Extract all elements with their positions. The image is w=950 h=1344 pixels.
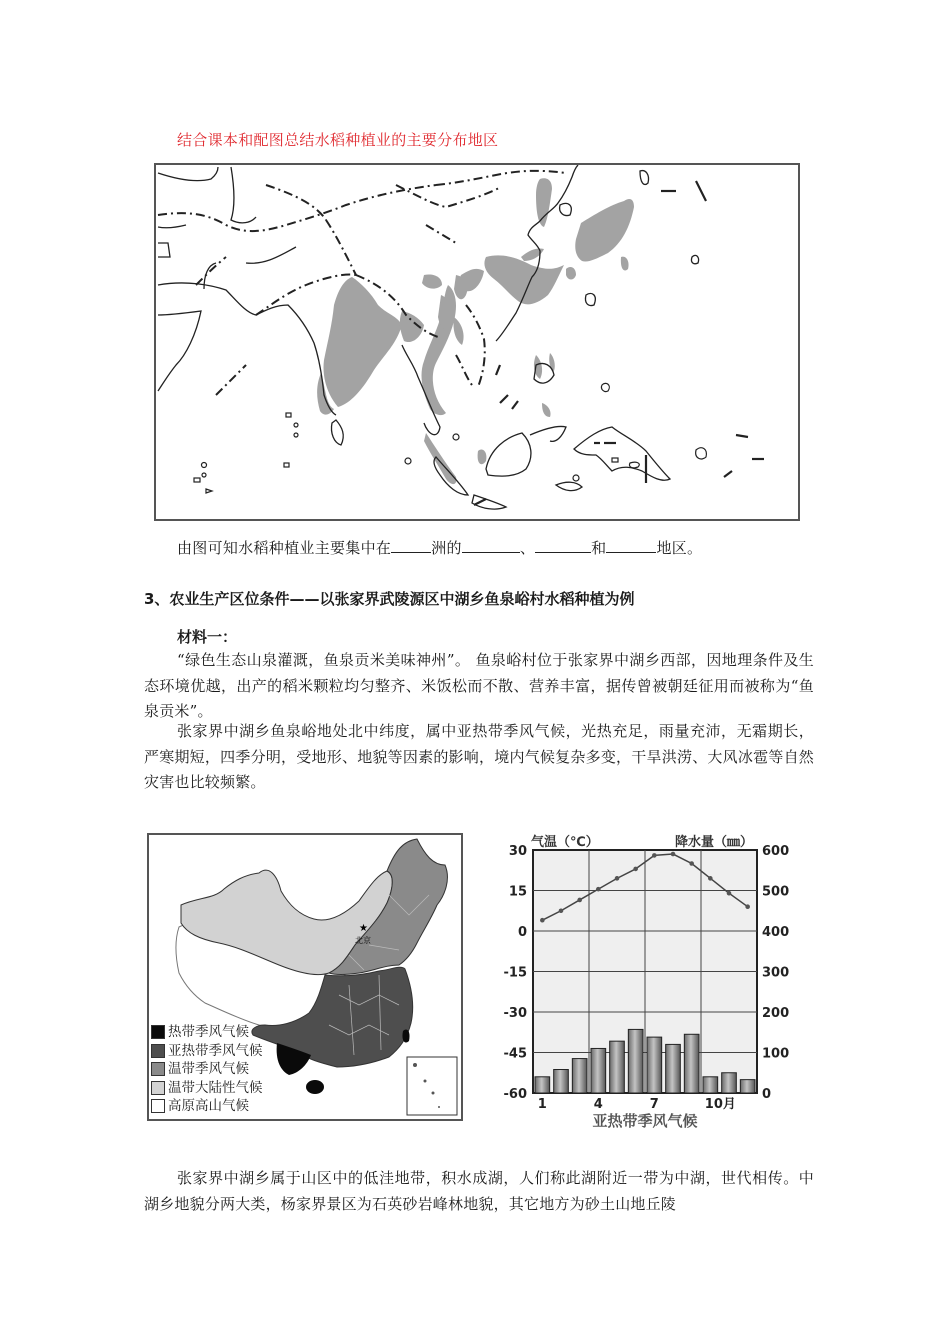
svg-text:-60: -60: [503, 1087, 527, 1102]
paragraph: 张家界中湖乡鱼泉峪地处北中纬度，属中亚热带季风气候，光热充足，雨量充沛，无霜期长，严寒期短，四季分明，受地形、地貌等因素的影响，境内气候复杂多变，干旱洪涝、大风冰雹等自然灾害也比较频繁。: [144, 722, 814, 791]
legend-label: 温带大陆性气候: [168, 1079, 263, 1096]
asia-map-graphic: [156, 165, 798, 519]
temperature-axis-title: 气温（℃）: [531, 835, 599, 850]
rice-area-shapes: [317, 178, 634, 484]
svg-text:30: 30: [508, 844, 527, 859]
legend-label: 温带季风气候: [168, 1061, 249, 1077]
legend-swatch: [151, 1081, 165, 1095]
question-text: 洲的: [431, 539, 462, 557]
material-heading: 材料一：: [177, 628, 238, 646]
beijing-label: 北京: [355, 936, 371, 945]
svg-text:0: 0: [517, 925, 527, 940]
svg-text:-45: -45: [503, 1046, 527, 1062]
paragraph: 张家界中湖乡属于山区中的低洼地带，积水成湖，人们称此湖附近一带为中湖，世代相传。中湖乡地貌分两大类，杨家界景区为石英砂岩峰林地貌，其它地方为砂土山地丘陵: [144, 1169, 814, 1213]
precipitation-axis-title: 降水量（㎜）: [675, 835, 754, 850]
legend-item-temperate-monsoon: [151, 1060, 263, 1079]
blank-region-3[interactable]: [606, 538, 656, 553]
legend-swatch: [151, 1025, 165, 1039]
blank-region-1[interactable]: [462, 538, 520, 553]
legend-label: 亚热带季风气候: [168, 1042, 263, 1059]
legend-item-temperate-continental: [151, 1079, 263, 1098]
asia-rice-map: [154, 163, 800, 521]
paragraph: “绿色生态山泉灌溉，鱼泉贡米美味神州”。 鱼泉峪村位于张家界中湖乡西部，因地理条件及生态环境优越，出产的稻米颗粒均匀整齐、米饭松而不散、营养丰富，据传曾被朝廷征用而被称为“鱼泉贡米”。: [144, 651, 814, 720]
legend-swatch: [151, 1044, 165, 1058]
question-text: 地区。: [656, 539, 703, 557]
blank-continent[interactable]: [391, 538, 431, 553]
legend-swatch: [151, 1099, 165, 1113]
legend-item-subtropical-monsoon: [151, 1042, 263, 1061]
question-text: 和: [591, 539, 607, 557]
svg-text:7: 7: [649, 1097, 659, 1112]
svg-text:4: 4: [593, 1097, 603, 1112]
svg-text:-30: -30: [503, 1006, 527, 1021]
legend-item-tropical-monsoon: [151, 1023, 263, 1042]
svg-text:500: 500: [762, 884, 790, 900]
svg-text:400: 400: [762, 925, 790, 940]
fill-in-question: [177, 537, 702, 558]
svg-text:1: 1: [537, 1097, 547, 1112]
beijing-star-icon: ★: [359, 923, 368, 934]
svg-text:0: 0: [762, 1087, 772, 1102]
question-text: 由图可知水稻种植业主要集中在: [177, 539, 392, 557]
svg-text:-15: -15: [503, 965, 527, 981]
legend-item-plateau-mountain: [151, 1097, 263, 1116]
legend-label: 高原高山气候: [168, 1098, 249, 1114]
legend-label: 热带季风气候: [168, 1024, 249, 1040]
red-caption: 结合课本和配图总结水稻种植业的主要分布地区: [177, 131, 499, 149]
climate-chart-graphic: [495, 828, 795, 1138]
svg-text:600: 600: [762, 844, 790, 859]
question-text: 、: [519, 539, 536, 557]
climate-chart: [495, 828, 795, 1138]
svg-text:100: 100: [762, 1046, 790, 1062]
svg-text:10月: 10月: [704, 1097, 736, 1112]
svg-text:300: 300: [762, 965, 790, 981]
blank-region-2[interactable]: [535, 538, 591, 553]
chart-title: 亚热带季风气候: [592, 1112, 698, 1130]
temperature-ticks: [504, 844, 528, 1102]
legend-swatch: [151, 1062, 165, 1076]
svg-text:200: 200: [762, 1006, 790, 1021]
precipitation-ticks: [762, 844, 789, 1102]
section-heading: 3、农业生产区位条件——以张家界武陵源区中湖乡鱼泉峪村水稻种植为例: [144, 590, 635, 608]
month-ticks: [538, 1097, 736, 1112]
svg-text:15: 15: [508, 884, 527, 900]
climate-legend: [151, 1023, 263, 1116]
